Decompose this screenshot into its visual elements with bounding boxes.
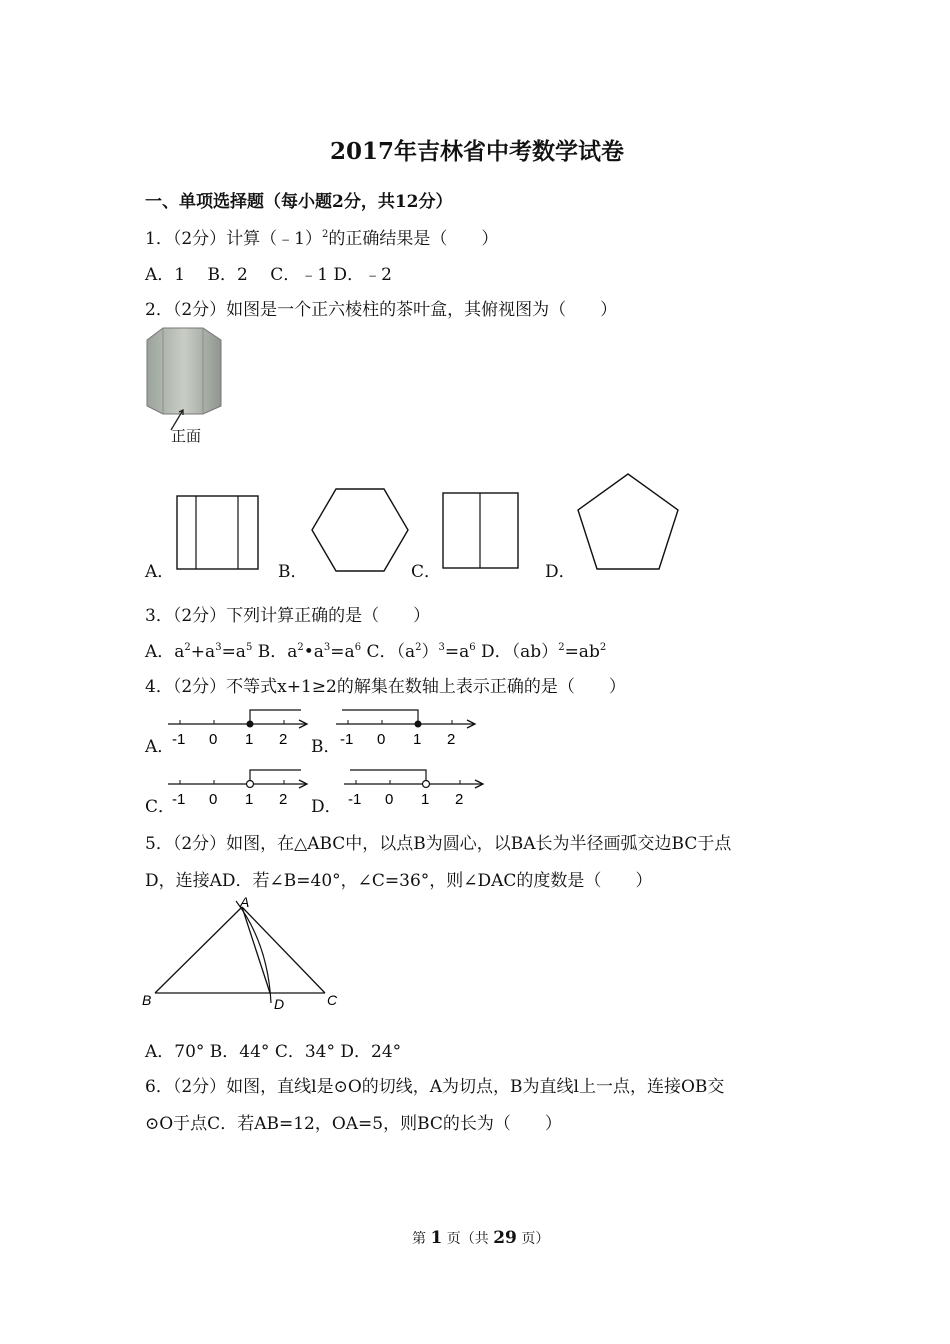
tick-label: -1 <box>340 731 354 748</box>
question-3-stem: 3．（2分）下列计算正确的是（ ） <box>145 606 431 626</box>
tick-label: 1 <box>245 731 254 748</box>
tick-label: 0 <box>377 731 386 748</box>
page-footer: 第 1 页（共 29 页） <box>412 1228 550 1248</box>
point-d-label: D <box>274 996 285 1012</box>
q4-number-line-c <box>166 768 316 808</box>
tick-label: -1 <box>172 731 186 748</box>
question-5-line-2: D，连接AD．若∠B=40°，∠C=36°，则∠DAC的度数是（ ） <box>145 871 653 891</box>
tick-label: -1 <box>348 791 362 808</box>
question-1-stem: 1．（2分）计算（﹣1）$^2$的正确结果是（ ） <box>145 229 499 249</box>
tick-label: 1 <box>245 791 254 808</box>
tick-label: 1 <box>413 731 422 748</box>
q4-number-line-a <box>166 708 316 748</box>
tick-label: 2 <box>279 731 288 748</box>
q4-number-line-b <box>334 708 484 748</box>
point-c-label: C <box>327 992 338 1008</box>
question-3-options: A．$a^2+a^3=a^5$ B．$a^2•a^3=a^6$ C．$(a^2)^3=a^6$ D．$(ab)^2=ab^2$ <box>145 642 607 662</box>
question-2-stem: 2．（2分）如图是一个正六棱柱的茶叶盒，其俯视图为（ ） <box>145 300 618 320</box>
q2-option-b-label: B． <box>278 562 308 582</box>
tick-label: 0 <box>385 791 394 808</box>
question-1-options: A．1 B．2 C．﹣1 D．﹣2 <box>145 265 392 285</box>
point-b-label: B <box>142 992 152 1008</box>
tick-label: 2 <box>447 731 456 748</box>
photo-caption: 正面 <box>171 427 202 445</box>
q2-option-a-rectangles <box>176 495 260 571</box>
q2-option-d-pentagon <box>576 473 680 571</box>
tick-label: 0 <box>209 731 218 748</box>
section-heading: 一、单项选择题（每小题2分，共12分） <box>145 192 453 212</box>
q2-option-c-label: C． <box>411 562 442 582</box>
tick-label: 1 <box>421 791 430 808</box>
q4-number-line-d <box>342 768 492 808</box>
q2-option-c-rectangles <box>442 492 520 570</box>
q4-option-b-label: B． <box>311 737 341 757</box>
question-5-line-1: 5．（2分）如图，在△ABC中，以点B为圆心，以BA长为半径画弧交边BC于点 <box>145 834 732 854</box>
q4-option-d-label: D． <box>311 797 342 817</box>
point-a-label: A <box>240 894 250 910</box>
question-6-line-1: 6．（2分）如图，直线l是⊙O的切线，A为切点，B为直线l上一点，连接OB交 <box>145 1077 725 1097</box>
tick-label: 0 <box>209 791 218 808</box>
q5-triangle-figure <box>140 895 350 1020</box>
q4-option-c-label: C． <box>145 797 176 817</box>
question-4-stem: 4．（2分）不等式x+1≥2的解集在数轴上表示正确的是（ ） <box>145 677 626 697</box>
q2-option-b-hexagon <box>310 488 410 572</box>
tick-label: 2 <box>279 791 288 808</box>
question-6-line-2: ⊙O于点C．若AB=12，OA=5，则BC的长为（ ） <box>145 1114 562 1134</box>
q2-option-a-label: A． <box>145 562 175 582</box>
q2-option-d-label: D． <box>545 562 576 582</box>
q4-option-a-label: A． <box>145 737 175 757</box>
question-5-options: A．70° B．44° C．34° D．24° <box>145 1042 402 1062</box>
page-title: 2017年吉林省中考数学试卷 <box>330 138 625 165</box>
tick-label: -1 <box>172 791 186 808</box>
tick-label: 2 <box>455 791 464 808</box>
